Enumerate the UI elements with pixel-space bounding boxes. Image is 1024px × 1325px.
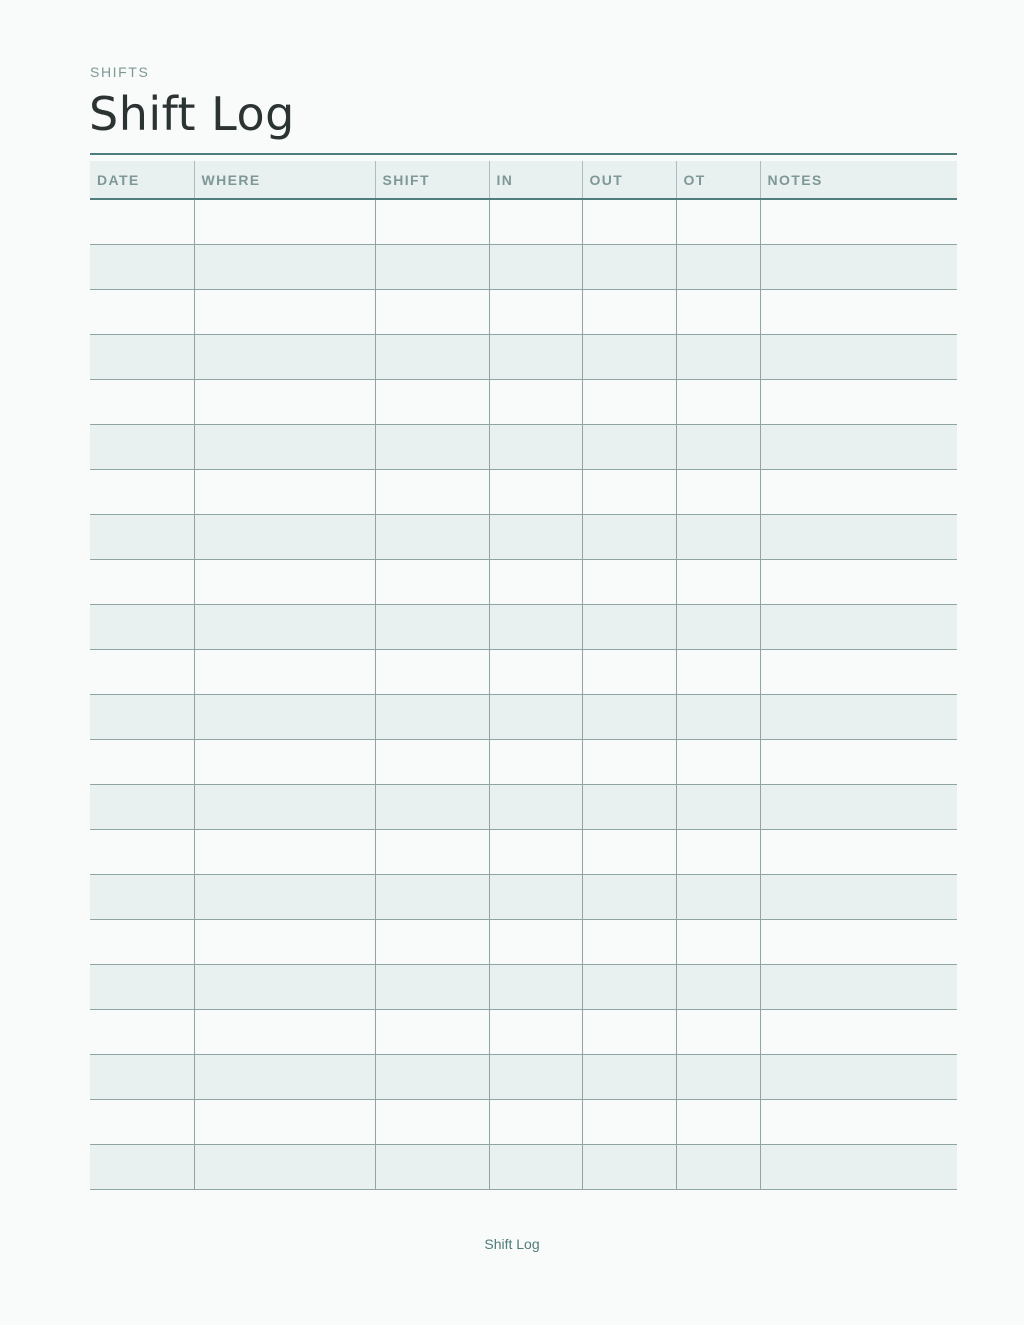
cell-notes[interactable]	[760, 604, 957, 649]
page-footer: Shift Log	[484, 1236, 540, 1252]
cell-date[interactable]	[90, 334, 194, 379]
cell-where[interactable]	[194, 469, 375, 514]
column-header-notes: NOTES	[760, 161, 957, 199]
table-row	[90, 199, 957, 244]
cell-shift[interactable]	[375, 1099, 489, 1144]
cell-ot[interactable]	[676, 514, 760, 559]
cell-out[interactable]	[582, 964, 676, 1009]
cell-where[interactable]	[194, 514, 375, 559]
cell-date[interactable]	[90, 469, 194, 514]
cell-ot[interactable]	[676, 649, 760, 694]
cell-in[interactable]	[489, 1144, 582, 1189]
column-header-out: OUT	[582, 161, 676, 199]
cell-where[interactable]	[194, 874, 375, 919]
cell-ot[interactable]	[676, 289, 760, 334]
cell-in[interactable]	[489, 1099, 582, 1144]
table-row	[90, 964, 957, 1009]
cell-where[interactable]	[194, 379, 375, 424]
cell-where[interactable]	[194, 1054, 375, 1099]
cell-where[interactable]	[194, 784, 375, 829]
cell-notes[interactable]	[760, 784, 957, 829]
cell-in[interactable]	[489, 334, 582, 379]
cell-notes[interactable]	[760, 919, 957, 964]
cell-ot[interactable]	[676, 964, 760, 1009]
cell-in[interactable]	[489, 469, 582, 514]
cell-date[interactable]	[90, 1144, 194, 1189]
cell-ot[interactable]	[676, 424, 760, 469]
cell-in[interactable]	[489, 874, 582, 919]
cell-in[interactable]	[489, 559, 582, 604]
cell-ot[interactable]	[676, 334, 760, 379]
cell-where[interactable]	[194, 424, 375, 469]
table-row	[90, 1009, 957, 1054]
cell-shift[interactable]	[375, 334, 489, 379]
cell-in[interactable]	[489, 244, 582, 289]
cell-ot[interactable]	[676, 469, 760, 514]
cell-shift[interactable]	[375, 289, 489, 334]
table-header	[90, 161, 957, 199]
cell-out[interactable]	[582, 694, 676, 739]
cell-shift[interactable]	[375, 784, 489, 829]
section-eyebrow: SHIFTS	[90, 64, 150, 80]
cell-out[interactable]	[582, 829, 676, 874]
cell-out[interactable]	[582, 199, 676, 244]
cell-out[interactable]	[582, 244, 676, 289]
cell-shift[interactable]	[375, 874, 489, 919]
cell-ot[interactable]	[676, 694, 760, 739]
page-title: Shift Log	[89, 87, 295, 141]
cell-shift[interactable]	[375, 739, 489, 784]
cell-where[interactable]	[194, 559, 375, 604]
table-row	[90, 919, 957, 964]
table-row	[90, 289, 957, 334]
table-row	[90, 1099, 957, 1144]
cell-date[interactable]	[90, 919, 194, 964]
cell-ot[interactable]	[676, 829, 760, 874]
cell-out[interactable]	[582, 919, 676, 964]
cell-in[interactable]	[489, 694, 582, 739]
column-header-ot: OT	[676, 161, 760, 199]
cell-date[interactable]	[90, 244, 194, 289]
cell-in[interactable]	[489, 514, 582, 559]
cell-ot[interactable]	[676, 919, 760, 964]
cell-shift[interactable]	[375, 514, 489, 559]
cell-shift[interactable]	[375, 649, 489, 694]
column-header-where: WHERE	[194, 161, 375, 199]
cell-ot[interactable]	[676, 784, 760, 829]
cell-notes[interactable]	[760, 1099, 957, 1144]
table-row	[90, 784, 957, 829]
cell-in[interactable]	[489, 1054, 582, 1099]
cell-out[interactable]	[582, 469, 676, 514]
cell-in[interactable]	[489, 649, 582, 694]
cell-shift[interactable]	[375, 199, 489, 244]
cell-shift[interactable]	[375, 469, 489, 514]
cell-notes[interactable]	[760, 694, 957, 739]
cell-in[interactable]	[489, 784, 582, 829]
cell-out[interactable]	[582, 514, 676, 559]
cell-shift[interactable]	[375, 964, 489, 1009]
cell-in[interactable]	[489, 379, 582, 424]
cell-shift[interactable]	[375, 694, 489, 739]
table-row	[90, 829, 957, 874]
cell-shift[interactable]	[375, 1054, 489, 1099]
table-row	[90, 244, 957, 289]
table-row	[90, 424, 957, 469]
cell-out[interactable]	[582, 604, 676, 649]
table-row	[90, 604, 957, 649]
cell-out[interactable]	[582, 379, 676, 424]
cell-shift[interactable]	[375, 604, 489, 649]
table-row	[90, 649, 957, 694]
cell-in[interactable]	[489, 829, 582, 874]
cell-where[interactable]	[194, 1009, 375, 1054]
cell-date[interactable]	[90, 604, 194, 649]
cell-notes[interactable]	[760, 379, 957, 424]
cell-ot[interactable]	[676, 1099, 760, 1144]
cell-in[interactable]	[489, 289, 582, 334]
cell-notes[interactable]	[760, 964, 957, 1009]
cell-notes[interactable]	[760, 1009, 957, 1054]
cell-date[interactable]	[90, 1099, 194, 1144]
cell-shift[interactable]	[375, 1009, 489, 1054]
cell-out[interactable]	[582, 289, 676, 334]
cell-notes[interactable]	[760, 874, 957, 919]
cell-date[interactable]	[90, 514, 194, 559]
cell-shift[interactable]	[375, 1144, 489, 1189]
cell-out[interactable]	[582, 1099, 676, 1144]
cell-out[interactable]	[582, 1009, 676, 1054]
cell-date[interactable]	[90, 424, 194, 469]
cell-out[interactable]	[582, 1054, 676, 1099]
cell-date[interactable]	[90, 379, 194, 424]
cell-notes[interactable]	[760, 334, 957, 379]
cell-date[interactable]	[90, 874, 194, 919]
cell-notes[interactable]	[760, 244, 957, 289]
cell-date[interactable]	[90, 289, 194, 334]
cell-where[interactable]	[194, 604, 375, 649]
cell-date[interactable]	[90, 784, 194, 829]
cell-where[interactable]	[194, 829, 375, 874]
cell-date[interactable]	[90, 559, 194, 604]
cell-where[interactable]	[194, 1099, 375, 1144]
column-header-shift: SHIFT	[375, 161, 489, 199]
column-header-in: IN	[489, 161, 582, 199]
cell-date[interactable]	[90, 199, 194, 244]
cell-in[interactable]	[489, 964, 582, 1009]
table-row	[90, 514, 957, 559]
cell-out[interactable]	[582, 784, 676, 829]
table-row	[90, 874, 957, 919]
cell-notes[interactable]	[760, 199, 957, 244]
cell-ot[interactable]	[676, 604, 760, 649]
table-row	[90, 469, 957, 514]
cell-ot[interactable]	[676, 1054, 760, 1099]
cell-where[interactable]	[194, 1144, 375, 1189]
cell-notes[interactable]	[760, 424, 957, 469]
cell-notes[interactable]	[760, 469, 957, 514]
cell-ot[interactable]	[676, 559, 760, 604]
cell-notes[interactable]	[760, 649, 957, 694]
cell-shift[interactable]	[375, 919, 489, 964]
cell-out[interactable]	[582, 874, 676, 919]
table-body	[90, 199, 957, 1189]
table-row	[90, 1054, 957, 1099]
cell-notes[interactable]	[760, 829, 957, 874]
cell-shift[interactable]	[375, 829, 489, 874]
cell-date[interactable]	[90, 694, 194, 739]
cell-ot[interactable]	[676, 874, 760, 919]
cell-ot[interactable]	[676, 1144, 760, 1189]
column-header-date: DATE	[90, 161, 194, 199]
cell-where[interactable]	[194, 919, 375, 964]
table-row	[90, 379, 957, 424]
cell-in[interactable]	[489, 919, 582, 964]
cell-where[interactable]	[194, 694, 375, 739]
cell-out[interactable]	[582, 334, 676, 379]
cell-shift[interactable]	[375, 244, 489, 289]
cell-ot[interactable]	[676, 199, 760, 244]
cell-notes[interactable]	[760, 559, 957, 604]
shift-log-table	[90, 161, 957, 1190]
cell-notes[interactable]	[760, 1144, 957, 1189]
cell-ot[interactable]	[676, 1009, 760, 1054]
cell-date[interactable]	[90, 1009, 194, 1054]
cell-date[interactable]	[90, 829, 194, 874]
table-row	[90, 334, 957, 379]
cell-in[interactable]	[489, 199, 582, 244]
cell-ot[interactable]	[676, 379, 760, 424]
header-divider	[90, 153, 957, 155]
cell-out[interactable]	[582, 649, 676, 694]
cell-where[interactable]	[194, 289, 375, 334]
cell-where[interactable]	[194, 334, 375, 379]
cell-out[interactable]	[582, 739, 676, 784]
cell-shift[interactable]	[375, 424, 489, 469]
cell-in[interactable]	[489, 604, 582, 649]
cell-out[interactable]	[582, 1144, 676, 1189]
cell-date[interactable]	[90, 739, 194, 784]
cell-shift[interactable]	[375, 559, 489, 604]
cell-ot[interactable]	[676, 739, 760, 784]
cell-where[interactable]	[194, 199, 375, 244]
cell-where[interactable]	[194, 739, 375, 784]
cell-date[interactable]	[90, 649, 194, 694]
cell-out[interactable]	[582, 559, 676, 604]
cell-in[interactable]	[489, 424, 582, 469]
table-row	[90, 739, 957, 784]
cell-ot[interactable]	[676, 244, 760, 289]
cell-shift[interactable]	[375, 379, 489, 424]
cell-notes[interactable]	[760, 1054, 957, 1099]
cell-notes[interactable]	[760, 739, 957, 784]
table-row	[90, 694, 957, 739]
cell-date[interactable]	[90, 964, 194, 1009]
cell-out[interactable]	[582, 424, 676, 469]
cell-where[interactable]	[194, 244, 375, 289]
cell-notes[interactable]	[760, 289, 957, 334]
cell-notes[interactable]	[760, 514, 957, 559]
table-row	[90, 559, 957, 604]
cell-in[interactable]	[489, 1009, 582, 1054]
cell-in[interactable]	[489, 739, 582, 784]
cell-date[interactable]	[90, 1054, 194, 1099]
table-row	[90, 1144, 957, 1189]
cell-where[interactable]	[194, 964, 375, 1009]
cell-where[interactable]	[194, 649, 375, 694]
